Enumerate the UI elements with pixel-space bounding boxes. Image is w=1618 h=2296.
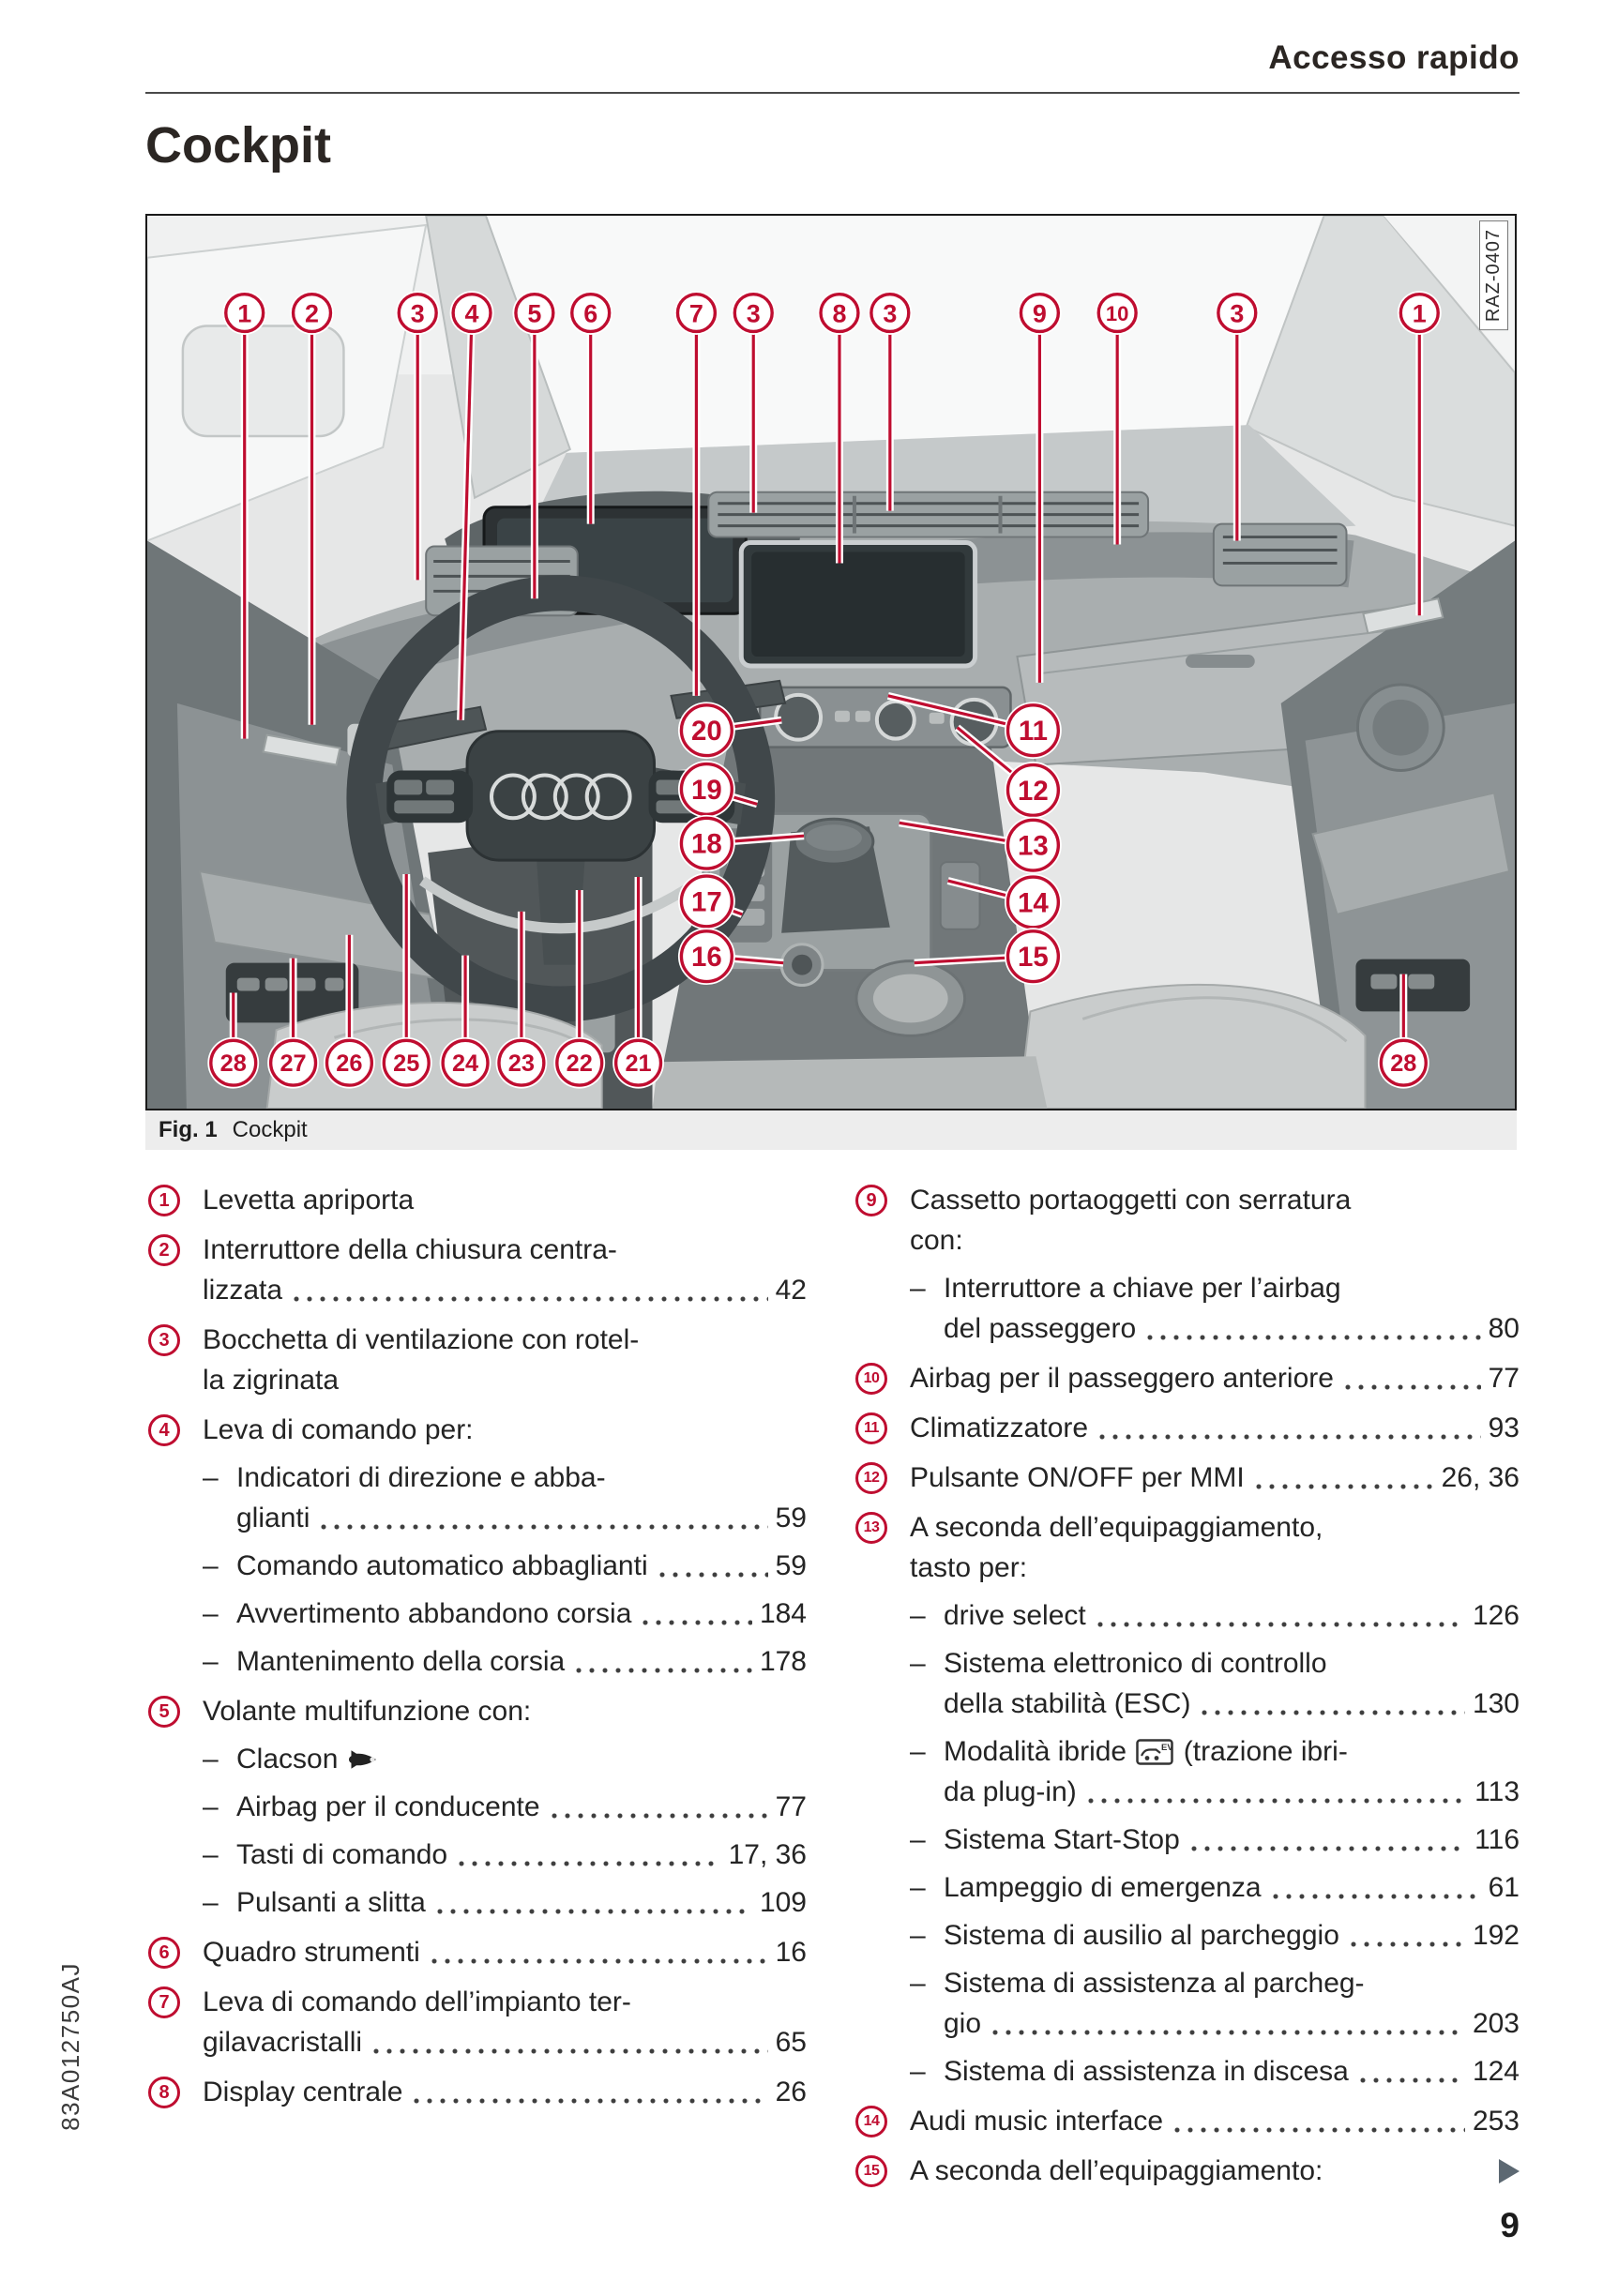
dash-bullet: –: [203, 1791, 219, 1822]
legend-item-content: [203, 1982, 807, 2062]
page-ref: 184: [759, 1598, 807, 1629]
legend-item: [855, 2101, 1520, 2141]
svg-text:22: 22: [566, 1050, 593, 1078]
legend-item: [148, 1230, 807, 1310]
legend-item-text: Sistema di assistenza al parcheg-: [944, 1968, 1365, 1999]
legend-item-content: [910, 1180, 1520, 1349]
section-header: Accesso rapido: [1268, 39, 1520, 76]
center-vent-strip: [708, 492, 1148, 537]
dash-bullet: –: [910, 1968, 926, 1999]
cockpit-figure: [145, 214, 1517, 1110]
legend-line: [944, 2003, 1520, 2044]
legend-circled-number: 7: [148, 1986, 180, 2018]
legend-item-content: [203, 1230, 807, 1310]
legend-item-text: Sistema di ausilio al parcheggio: [944, 1920, 1339, 1951]
dot-leader: [292, 1270, 772, 1310]
dash-bullet: –: [203, 1462, 219, 1493]
legend-line: [236, 1498, 807, 1538]
legend-item-text: Indicatori di direzione e abba-: [236, 1462, 606, 1493]
legend-column-left: [148, 1180, 807, 2122]
svg-text:20: 20: [690, 716, 722, 748]
legend-item-text: Lampeggio di emergenza: [944, 1872, 1262, 1903]
dash-bullet: –: [203, 1839, 219, 1870]
legend-item-text: Modalità ibride: [944, 1736, 1135, 1767]
svg-text:7: 7: [688, 299, 703, 328]
legend-line: [910, 1458, 1520, 1498]
svg-text:8: 8: [832, 299, 847, 328]
side-mirror: [183, 326, 344, 437]
legend-item-content: [910, 1358, 1520, 1398]
legend-circled-number: 11: [855, 1412, 887, 1444]
svg-text:18: 18: [690, 828, 722, 860]
legend-item-text: A seconda dell’equipaggiamento:: [910, 2155, 1323, 2186]
caption-fig-label: Fig. 1: [159, 1117, 218, 1142]
legend-item-text: Sistema di assistenza in discesa: [944, 2056, 1349, 2087]
legend-item-content: [910, 1458, 1520, 1498]
figure-code-label: RAZ-0407: [1479, 220, 1508, 330]
dot-leader: [1358, 2051, 1469, 2092]
legend-line: [203, 1230, 807, 1270]
legend-item-text: (trazione ibri-: [1175, 1736, 1348, 1767]
svg-text:9: 9: [1032, 299, 1047, 328]
page-ref: 77: [775, 1791, 807, 1822]
spacer: [1323, 2151, 1499, 2191]
legend-item-text: tasto per:: [910, 1552, 1028, 1583]
legend-circled-number: 8: [148, 2077, 180, 2108]
legend-item-text: gio: [944, 2008, 982, 2039]
legend-item-text: Display centrale: [203, 2077, 403, 2107]
legend-item-text: A seconda dell’equipaggiamento,: [910, 1512, 1323, 1543]
legend-item-text: Sistema elettronico di controllo: [944, 1648, 1327, 1679]
legend-line: [203, 1835, 807, 1875]
dash-bullet: –: [203, 1646, 219, 1677]
windshield: [482, 216, 1324, 453]
legend-item-text: Pulsanti a slitta: [236, 1887, 426, 1918]
dot-leader: [658, 1546, 772, 1586]
page-ref: 192: [1472, 1920, 1520, 1951]
legend-column-right: [855, 1180, 1520, 2200]
page-ref: 124: [1472, 2056, 1520, 2087]
page-ref: 59: [775, 1503, 807, 1533]
legend-line: [944, 1772, 1520, 1812]
dot-leader: [550, 1787, 772, 1827]
legend-subitem: [203, 1787, 807, 1827]
legend-line: [910, 1595, 1520, 1636]
dot-leader: [1096, 1595, 1469, 1636]
legend-item: [148, 2072, 807, 2112]
svg-text:21: 21: [625, 1050, 652, 1078]
legend-subitem: [203, 1546, 807, 1586]
legend-item: [148, 1982, 807, 2062]
svg-text:1: 1: [237, 299, 252, 328]
legend-circled-number: 13: [855, 1512, 887, 1544]
page-ref: 61: [1488, 1872, 1520, 1903]
svg-text:12: 12: [1018, 775, 1049, 807]
legend-subitem: [910, 1915, 1520, 1956]
page-ref: 253: [1472, 2106, 1520, 2137]
legend-line: [910, 1268, 1520, 1308]
page-ref: 113: [1474, 1776, 1520, 1807]
dot-leader: [1172, 2101, 1469, 2141]
caption-fig-title: Cockpit: [232, 1117, 308, 1142]
legend-item-text: Quadro strumenti: [203, 1937, 420, 1968]
legend-line: [910, 1867, 1520, 1908]
dash-bullet: –: [910, 1920, 926, 1951]
legend-item-text: Pulsante ON/OFF per MMI: [910, 1462, 1245, 1493]
legend-subitem: [910, 1963, 1520, 2044]
legend-subitem: [203, 1882, 807, 1923]
legend-item-content: [910, 2101, 1520, 2141]
legend-item-text: Leva di comando dell’impianto ter-: [203, 1986, 631, 2017]
legend-line: [203, 1320, 807, 1360]
legend-item-text: glianti: [236, 1503, 310, 1533]
legend-line: [203, 1360, 807, 1400]
svg-text:11: 11: [1018, 716, 1048, 748]
legend-item-text: Leva di comando per:: [203, 1414, 474, 1445]
svg-text:16: 16: [690, 942, 722, 974]
legend-item-text: della stabilità (ESC): [944, 1688, 1191, 1719]
page-ref: 178: [759, 1646, 807, 1677]
legend-item-text: del passeggero: [944, 1313, 1137, 1344]
legend-circled-number: 14: [855, 2106, 887, 2137]
legend-item-text: gilavacristalli: [203, 2027, 363, 2058]
page-ref: 126: [1472, 1600, 1520, 1631]
dot-leader: [371, 2022, 772, 2062]
page-ref: 130: [1472, 1688, 1520, 1719]
dash-bullet: –: [910, 1600, 926, 1631]
page-ref: 77: [1488, 1363, 1520, 1394]
dash-bullet: –: [910, 1824, 926, 1855]
legend-item-text: Tasti di comando: [236, 1839, 448, 1870]
legend-item-text: Airbag per il passeggero anteriore: [910, 1363, 1334, 1394]
svg-text:3: 3: [746, 299, 761, 328]
legend-circled-number: 5: [148, 1696, 180, 1728]
legend-item-text: lizzata: [203, 1275, 283, 1306]
legend-line: [203, 1932, 807, 1972]
dot-leader: [1189, 1820, 1471, 1860]
legend-circled-number: 6: [148, 1937, 180, 1969]
legend-line: [910, 2101, 1520, 2141]
legend-line: [910, 1220, 1520, 1261]
legend-line: [203, 1787, 807, 1827]
svg-text:3: 3: [410, 299, 425, 328]
dot-leader: [319, 1498, 771, 1538]
dot-leader: [1200, 1684, 1469, 1724]
legend-item: [855, 1507, 1520, 2092]
legend-item: [148, 1691, 807, 1923]
svg-text:28: 28: [1390, 1050, 1417, 1078]
svg-text:28: 28: [219, 1050, 247, 1078]
dash-bullet: –: [203, 1887, 219, 1918]
legend-item-text: Audi music interface: [910, 2106, 1164, 2137]
legend-line: [203, 1739, 807, 1779]
figure-caption: [145, 1110, 1517, 1150]
dash-bullet: –: [203, 1550, 219, 1581]
legend-line: [203, 1594, 807, 1634]
dot-leader: [1086, 1772, 1471, 1812]
svg-text:4: 4: [464, 299, 479, 328]
page-ref: 203: [1472, 2008, 1520, 2039]
legend-circled-number: 3: [148, 1324, 180, 1356]
legend-line: [910, 1963, 1520, 2003]
svg-text:26: 26: [336, 1050, 363, 1078]
svg-text:3: 3: [883, 299, 898, 328]
dash-bullet: –: [203, 1598, 219, 1629]
legend-line: [910, 1731, 1520, 1772]
legend-item-text: Volante multifunzione con:: [203, 1696, 532, 1727]
dash-bullet: –: [203, 1744, 219, 1775]
legend-item: [148, 1180, 807, 1220]
legend-line: [910, 1643, 1520, 1684]
legend-item-text: Avvertimento abbandono corsia: [236, 1598, 632, 1629]
legend-item-content: [203, 1932, 807, 1972]
legend-item-text: Climatizzatore: [910, 1412, 1089, 1443]
dash-bullet: –: [910, 1273, 926, 1304]
legend-line: [910, 1507, 1520, 1548]
dash-bullet: –: [910, 1736, 926, 1767]
dot-leader: [457, 1835, 724, 1875]
legend-item-text: con:: [910, 1225, 963, 1256]
legend-circled-number: 10: [855, 1363, 887, 1395]
legend-subitem: [910, 1595, 1520, 1636]
page-number: 9: [1500, 2206, 1520, 2244]
legend-item: [855, 1180, 1520, 1349]
legend-item: [855, 1458, 1520, 1498]
horn-icon: [348, 1749, 378, 1770]
ev-mode-icon: [1136, 1739, 1173, 1765]
legend-line: [910, 1180, 1520, 1220]
figure: [145, 214, 1517, 1150]
page-ref: 26: [775, 2077, 807, 2107]
legend-item-content: [203, 2072, 807, 2112]
dot-leader: [1271, 1867, 1485, 1908]
svg-text:EV: EV: [1161, 1742, 1174, 1753]
legend-line: [910, 2151, 1520, 2191]
dot-leader: [641, 1594, 756, 1634]
svg-text:5: 5: [527, 299, 542, 328]
legend-item-text: Bocchetta di ventilazione con rotel-: [203, 1324, 640, 1355]
legend-line: [203, 1982, 807, 2022]
legend-subitem: [203, 1594, 807, 1634]
legend-line: [910, 1820, 1520, 1860]
dot-leader: [430, 1932, 772, 1972]
legend-line: [203, 1641, 807, 1682]
legend-item: [148, 1932, 807, 1972]
legend-subitem: [203, 1739, 807, 1779]
legend-item: [855, 1408, 1520, 1448]
dot-leader: [1349, 1915, 1469, 1956]
legend-line: [910, 1915, 1520, 1956]
legend-subitem: [910, 2051, 1520, 2092]
doc-code-vertical: 83A012750AJ: [56, 1962, 84, 2131]
dot-leader: [1254, 1458, 1438, 1498]
legend-item-text: da plug-in): [944, 1776, 1077, 1807]
page-ref: 80: [1488, 1313, 1520, 1344]
svg-text:3: 3: [1230, 299, 1245, 328]
legend-item: [148, 1320, 807, 1400]
legend-line: [203, 1882, 807, 1923]
legend-line: [203, 1180, 807, 1220]
legend-subitem: [910, 1820, 1520, 1860]
page-ref: 42: [775, 1275, 807, 1306]
page-ref: 116: [1474, 1824, 1520, 1855]
legend-item: [148, 1410, 807, 1682]
page-ref: 109: [759, 1887, 807, 1918]
legend-line: [910, 1408, 1520, 1448]
page-ref: 26, 36: [1441, 1462, 1520, 1493]
page-ref: 93: [1488, 1412, 1520, 1443]
legend-circled-number: 15: [855, 2155, 887, 2187]
legend-item-content: [203, 1320, 807, 1400]
dot-leader: [1145, 1308, 1484, 1349]
page-ref: 17, 36: [728, 1839, 807, 1870]
legend-item: [855, 2151, 1520, 2191]
legend-item-content: [910, 1507, 1520, 2092]
dot-leader: [412, 2072, 771, 2112]
legend-subitem: [203, 1835, 807, 1875]
legend-line: [203, 1458, 807, 1498]
svg-text:6: 6: [583, 299, 598, 328]
page-ref: 59: [775, 1550, 807, 1581]
legend-item-text: Comando automatico abbaglianti: [236, 1550, 648, 1581]
legend-circled-number: 1: [148, 1185, 180, 1216]
legend-item-text: Mantenimento della corsia: [236, 1646, 566, 1677]
svg-text:19: 19: [690, 774, 722, 806]
legend-line: [944, 1684, 1520, 1724]
legend-line: [203, 1270, 807, 1310]
dot-leader: [1097, 1408, 1485, 1448]
dash-bullet: –: [910, 1872, 926, 1903]
legend-subitem: [910, 1268, 1520, 1349]
legend-item-text: Cassetto portaoggetti con serratura: [910, 1185, 1352, 1216]
legend-item-text: Interruttore della chiusura centra-: [203, 1234, 617, 1265]
dash-bullet: –: [910, 2056, 926, 2087]
header-divider: [145, 92, 1520, 94]
legend-circled-number: 4: [148, 1414, 180, 1446]
svg-text:14: 14: [1018, 887, 1049, 919]
legend-circled-number: 12: [855, 1462, 887, 1494]
legend-line: [203, 2022, 807, 2062]
svg-text:15: 15: [1018, 942, 1049, 974]
legend-line: [910, 2051, 1520, 2092]
dot-leader: [435, 1882, 756, 1923]
continuation-arrow-icon: [1499, 2159, 1520, 2183]
legend-item-text: la zigrinata: [203, 1365, 340, 1396]
cockpit-illustration: [147, 216, 1515, 1109]
legend-item-text: Sistema Start-Stop: [944, 1824, 1180, 1855]
svg-text:13: 13: [1018, 830, 1049, 862]
legend-circled-number: 9: [855, 1185, 887, 1216]
page-title: Cockpit: [145, 117, 332, 174]
legend-item-text: Clacson: [236, 1744, 346, 1775]
svg-text:17: 17: [690, 886, 722, 918]
dash-bullet: –: [910, 1648, 926, 1679]
dot-leader: [574, 1641, 756, 1682]
legend-line: [203, 1410, 807, 1450]
legend-circled-number: 2: [148, 1234, 180, 1266]
legend-line: [203, 2072, 807, 2112]
svg-text:24: 24: [451, 1050, 479, 1078]
page-ref: 16: [775, 1937, 807, 1968]
legend-line: [944, 1308, 1520, 1349]
legend-item-text: drive select: [944, 1600, 1086, 1631]
legend-subitem: [910, 1643, 1520, 1724]
legend-item-content: [203, 1180, 807, 1220]
legend-line: [203, 1691, 807, 1731]
dot-leader: [990, 2003, 1469, 2044]
legend-item-content: [203, 1691, 807, 1923]
legend-item-content: [203, 1410, 807, 1682]
legend-subitem: [203, 1641, 807, 1682]
svg-text:27: 27: [280, 1050, 307, 1078]
svg-text:25: 25: [393, 1050, 420, 1078]
svg-text:2: 2: [305, 299, 320, 328]
svg-text:23: 23: [507, 1050, 536, 1078]
cupholder: [856, 961, 965, 1036]
svg-text:1: 1: [1412, 299, 1427, 328]
legend-item-content: [910, 2151, 1520, 2191]
legend-subitem: [910, 1731, 1520, 1812]
legend-subitem: [910, 1867, 1520, 1908]
legend-item-text: Interruttore a chiave per l’airbag: [944, 1273, 1341, 1304]
dot-leader: [1343, 1358, 1485, 1398]
legend-line: [910, 1548, 1520, 1588]
svg-text:10: 10: [1105, 302, 1129, 326]
legend-item-content: [910, 1408, 1520, 1448]
legend-item: [855, 1358, 1520, 1398]
legend-item-text: Levetta apriporta: [203, 1185, 415, 1216]
legend-subitem: [203, 1458, 807, 1538]
legend-line: [203, 1546, 807, 1586]
page-ref: 65: [775, 2027, 807, 2058]
legend-item-text: Airbag per il conducente: [236, 1791, 540, 1822]
media-socket: [941, 862, 980, 929]
legend-line: [910, 1358, 1520, 1398]
